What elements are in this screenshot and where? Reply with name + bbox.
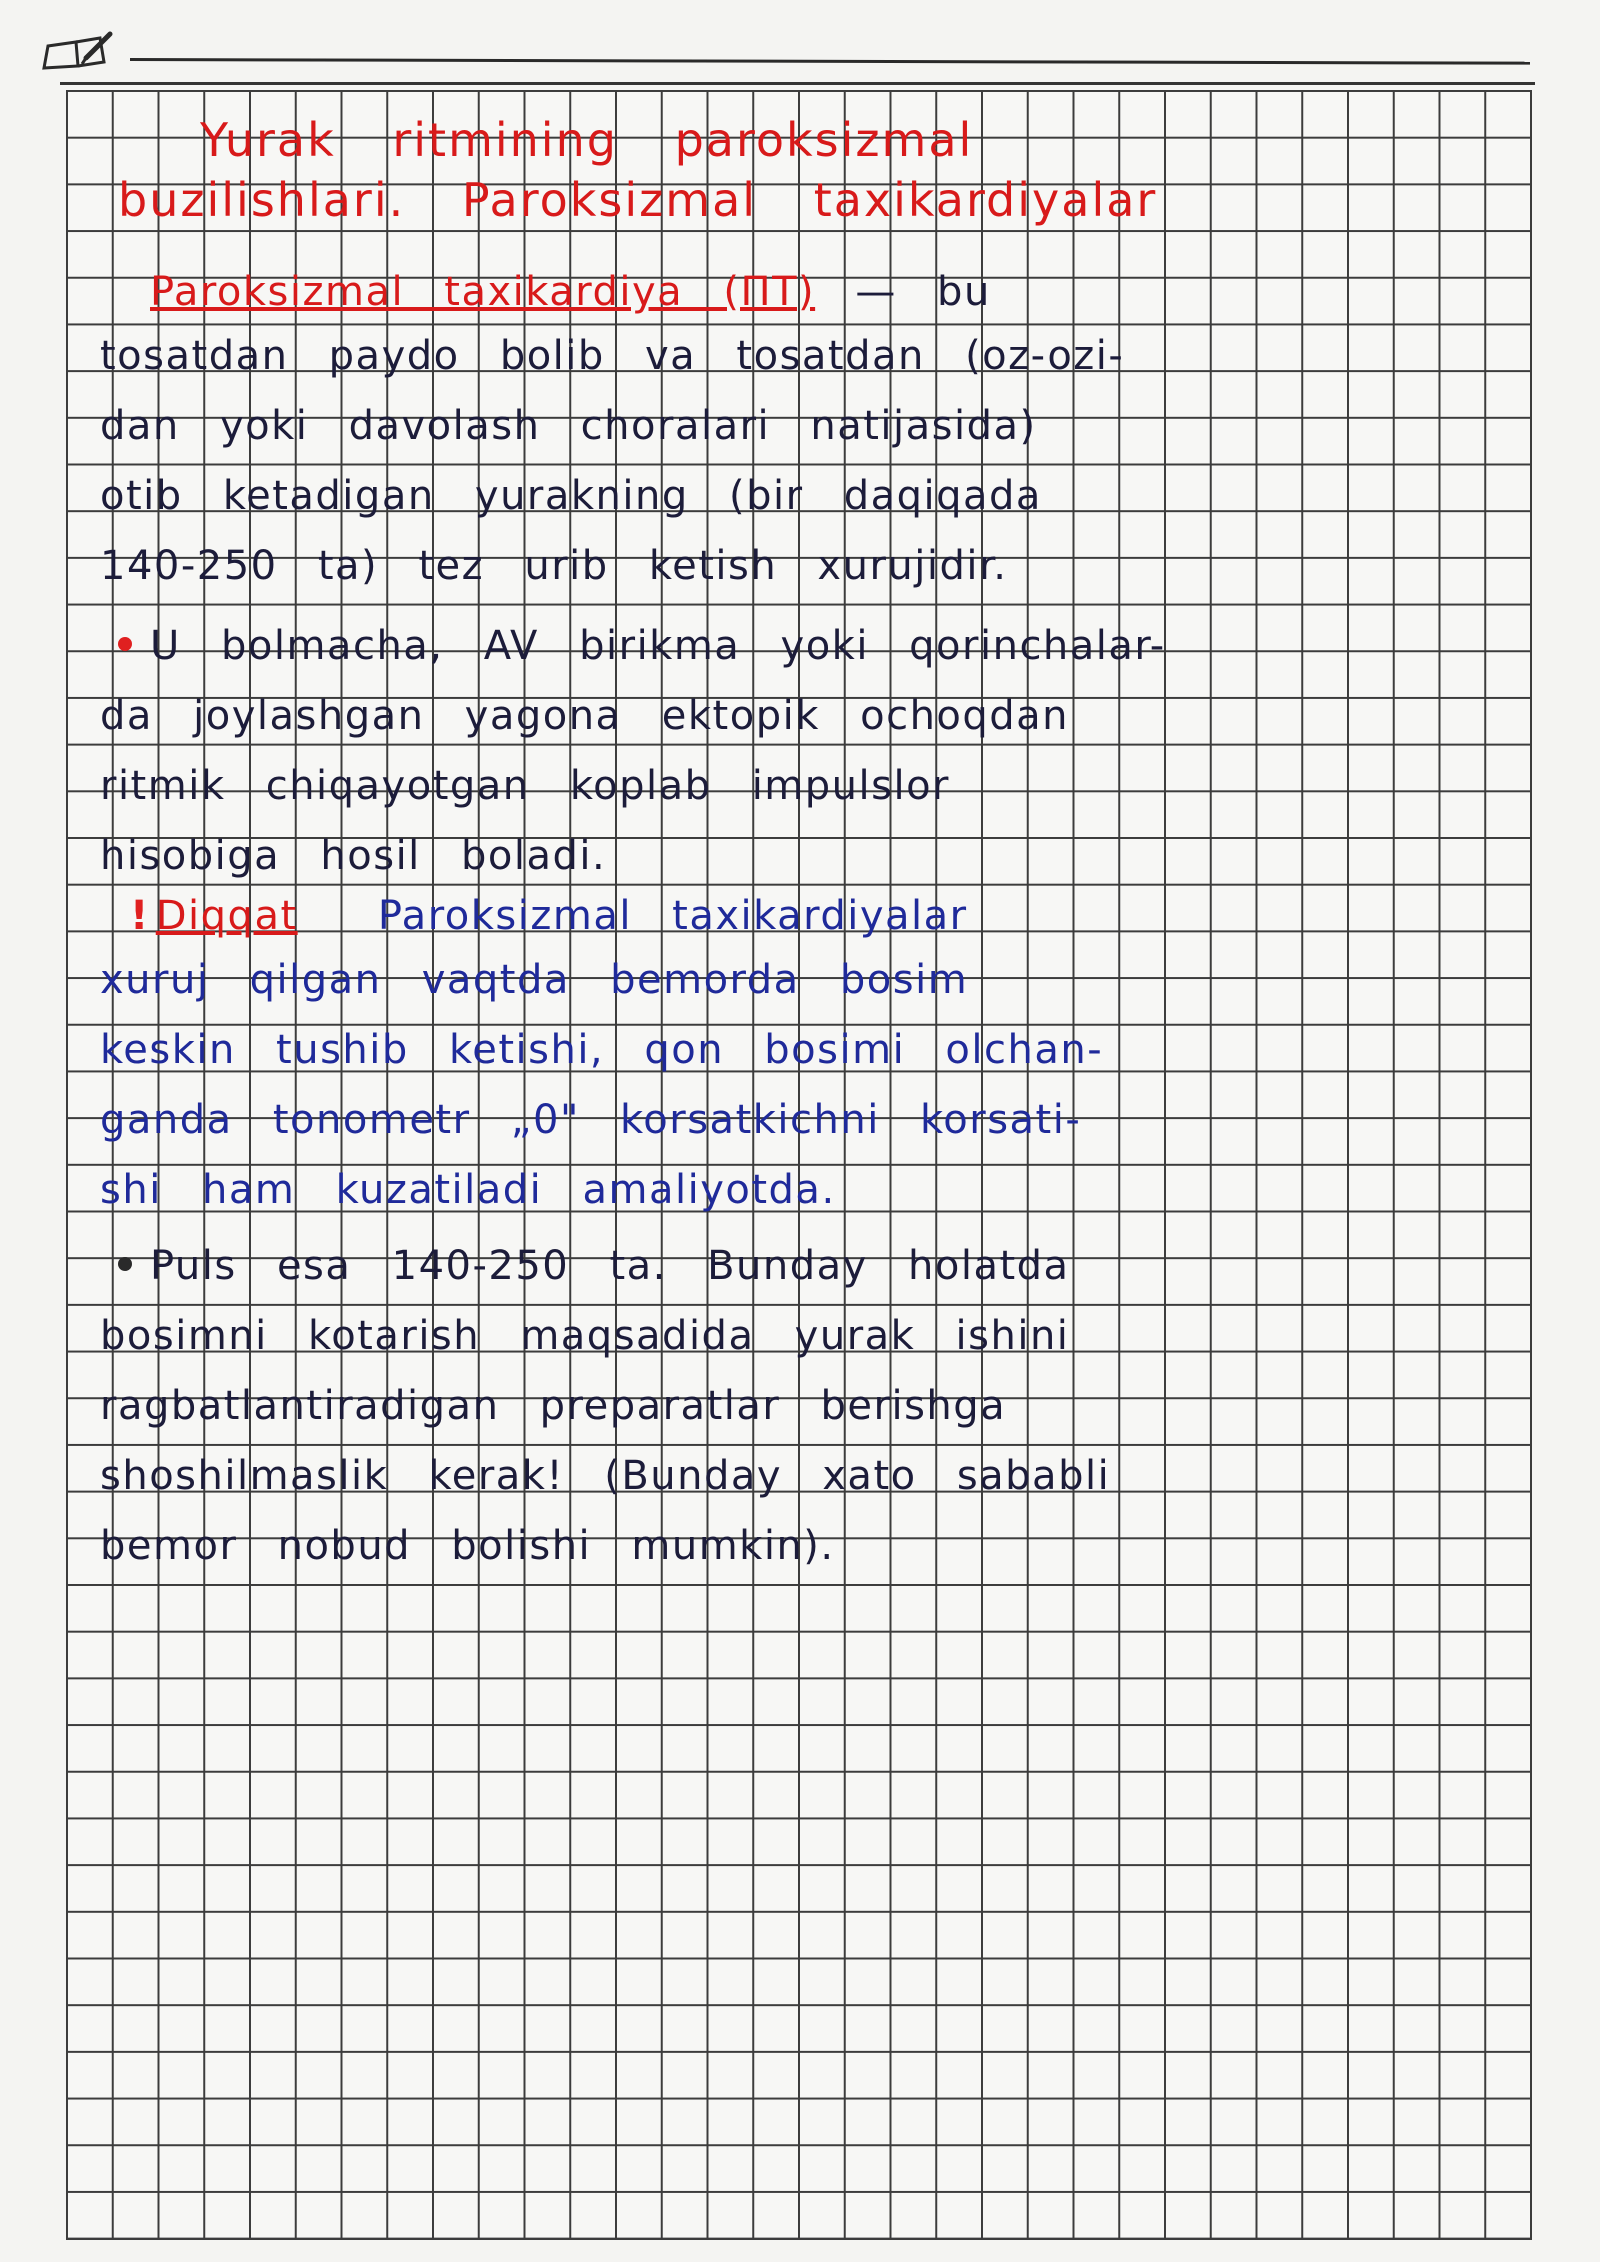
definition-term: Paroksizmal taxikardiya (ПТ): [150, 269, 816, 315]
attention-line-3: keskin tushib ketishi, qon bosimi olchan-: [100, 1027, 1104, 1073]
attention-label: Diqqat: [155, 893, 298, 939]
bullet2-text-1: Puls esa 140-250 ta. Bunday holatda: [150, 1243, 1070, 1289]
bullet2-line-5: bemor nobud bolishi mumkin).: [100, 1523, 835, 1569]
bullet2-line-2: bosimni kotarish maqsadida yurak ishini: [100, 1313, 1070, 1359]
bullet1-line-3: ritmik chiqayotgan koplab impulslor: [100, 763, 950, 809]
title-line-1: Yurak ritmining paroksizmal: [200, 113, 974, 167]
definition-line-1: tosatdan paydo bolib va tosatdan (oz-ozi-: [100, 333, 1125, 379]
attention-line-5: shi ham kuzatiladi amaliyotda.: [100, 1167, 836, 1213]
definition-heading: [150, 262, 1570, 322]
title-line-2: buzilishlari. Paroksizmal taxikardiyalar: [118, 173, 1158, 227]
definition-dash: — bu: [855, 269, 991, 315]
bullet1-line-2: da joylashgan yagona ektopik ochoqdan: [100, 693, 1070, 739]
bullet2-line-3: ragbatlantiradigan preparatlar berishga: [100, 1383, 1007, 1429]
attention-line-2: xuruj qilgan vaqtda bemorda bosim: [100, 957, 969, 1003]
bullet-dot-icon: [118, 637, 132, 651]
definition-line-2: dan yoki davolash choralari natijasida): [100, 403, 1037, 449]
exclamation-icon: !: [130, 893, 150, 939]
attention-heading: [130, 886, 1550, 946]
bullet-dot-icon: [118, 1257, 132, 1271]
attention-line-4: ganda tonometr „0" korsatkichni korsati-: [100, 1097, 1082, 1143]
bullet1-line-1: [118, 616, 1538, 676]
bullet1-line-4: hisobiga hosil boladi.: [100, 833, 607, 879]
bullet2-line-4: shoshilmaslik kerak! (Bunday xato sababli: [100, 1453, 1111, 1499]
definition-line-4: 140-250 ta) tez urib ketish xurujidir.: [100, 543, 1008, 589]
bullet2-line-1: [118, 1236, 1538, 1296]
definition-line-3: otib ketadigan yurakning (bir daqiqada: [100, 473, 1042, 519]
bullet1-text-1: U bolmacha, AV birikma yoki qorinchalar-: [150, 623, 1166, 669]
attention-text-1: Paroksizmal taxikardiyalar: [377, 893, 968, 939]
